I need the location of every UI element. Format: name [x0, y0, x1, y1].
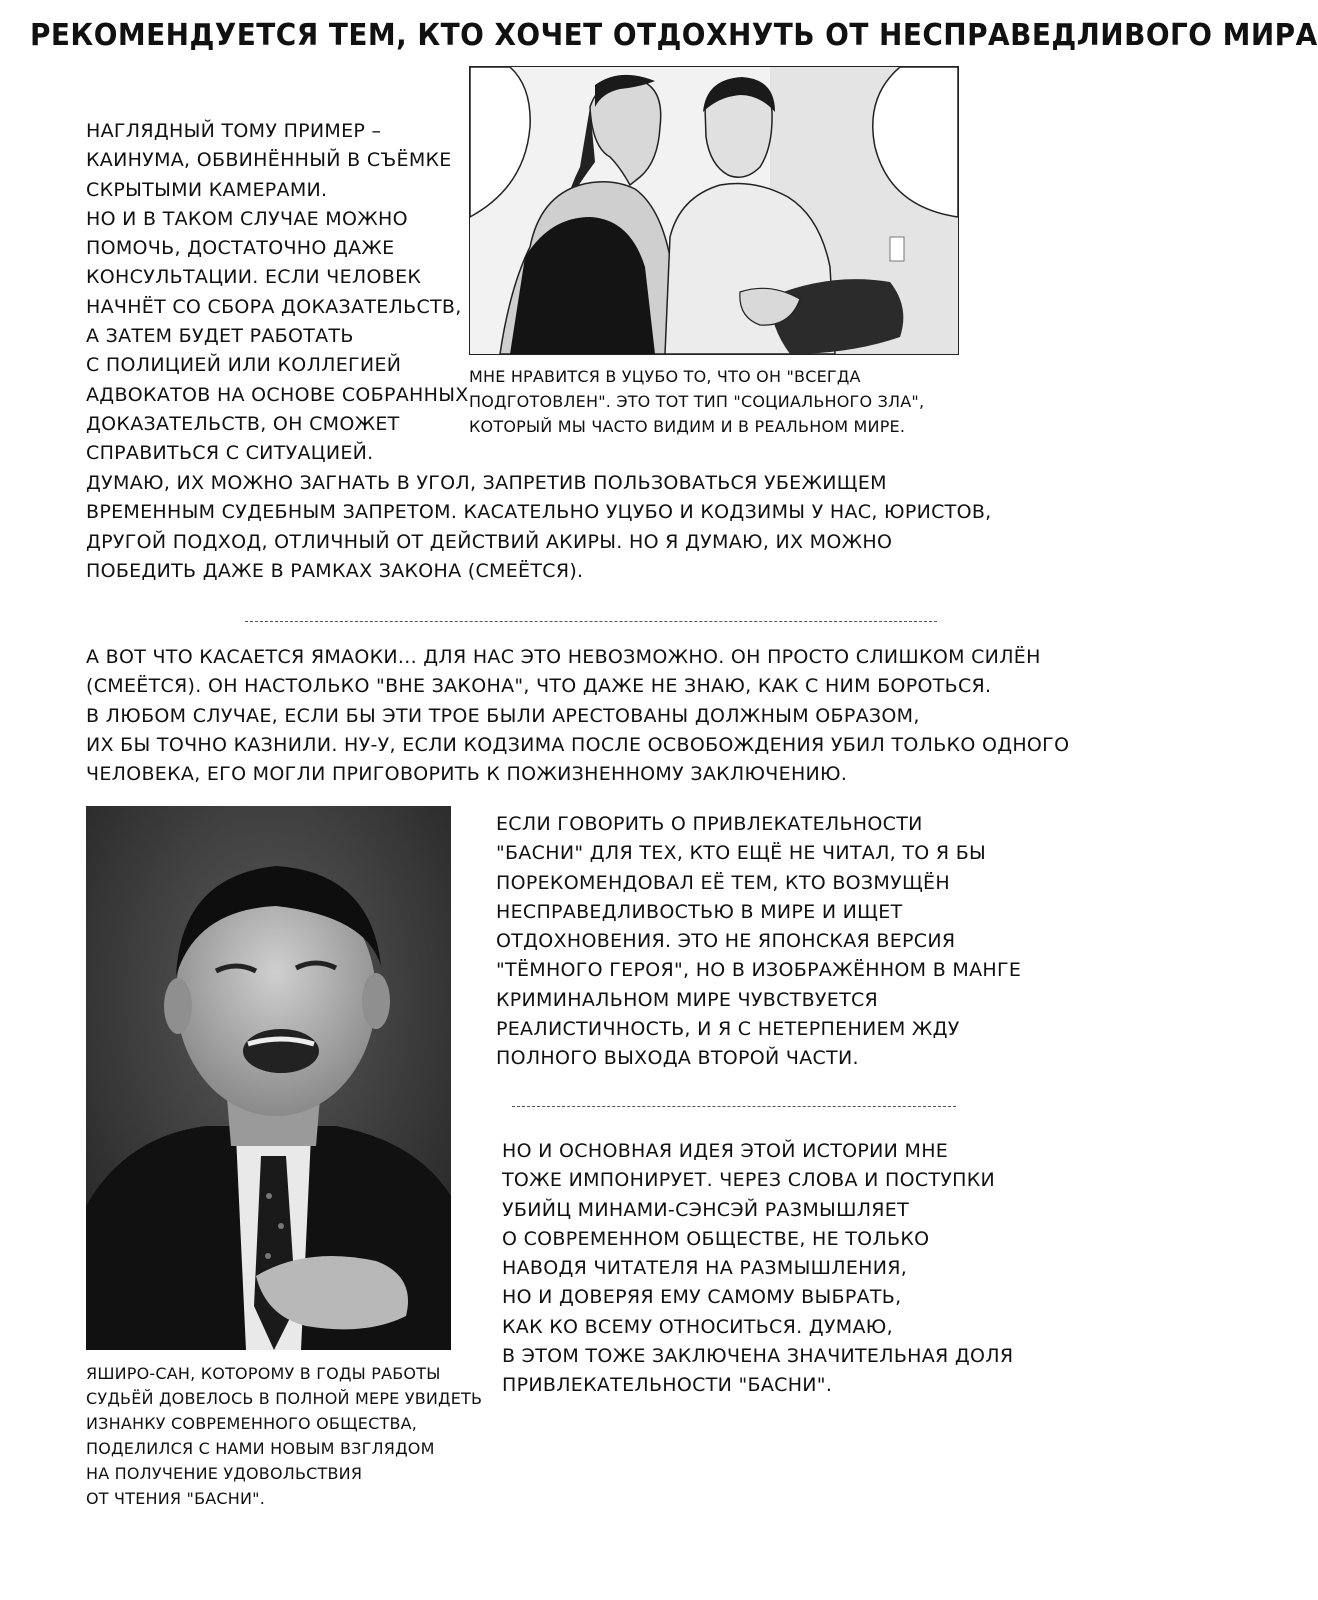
paragraph-line: А ВОТ ЧТО КАСАЕТСЯ ЯМАОКИ... ДЛЯ НАС ЭТО НЕВОЗМОЖНО. ОН ПРОСТО СЛИШКОМ СИЛЁН	[86, 646, 1041, 668]
paragraph-line: ПОБЕДИТЬ ДАЖЕ В РАМКАХ ЗАКОНА (СМЕЁТСЯ).	[86, 559, 584, 582]
caption-line: ИЗНАНКУ СОВРЕМЕННОГО ОБЩЕСТВА,	[86, 1414, 418, 1433]
paragraph-line: ПОРЕКОМЕНДОВАЛ ЕЁ ТЕМ, КТО ВОЗМУЩЁН	[496, 871, 950, 894]
intro-line: НАГЛЯДНЫЙ ТОМУ ПРИМЕР –	[86, 120, 382, 142]
paragraph-line: КРИМИНАЛЬНОМ МИРЕ ЧУВСТВУЕТСЯ	[496, 988, 879, 1011]
paragraph-line: ОТДОХНОВЕНИЯ. ЭТО НЕ ЯПОНСКАЯ ВЕРСИЯ	[496, 930, 956, 953]
intro-line: С ПОЛИЦИЕЙ ИЛИ КОЛЛЕГИЕЙ	[86, 354, 402, 377]
paragraph-line: ЧЕЛОВЕКА, ЕГО МОГЛИ ПРИГОВОРИТЬ К ПОЖИЗНЕННОМУ ЗАКЛЮЧЕНИЮ.	[86, 763, 848, 786]
paragraph-line: РЕАЛИСТИЧНОСТЬ, И Я С НЕТЕРПЕНИЕМ ЖДУ	[496, 1018, 960, 1041]
page-title: РЕКОМЕНДУЕТСЯ ТЕМ, КТО ХОЧЕТ ОТДОХНУТЬ ОТ НЕСПРАВЕДЛИВОГО МИРА	[30, 18, 1318, 53]
caption-line: ПОДГОТОВЛЕН". ЭТО ТОТ ТИП "СОЦИАЛЬНОГО ЗЛА",	[469, 392, 925, 411]
caption-line: НА ПОЛУЧЕНИЕ УДОВОЛЬСТВИЯ	[86, 1464, 363, 1483]
paragraph-line: НО И ДОВЕРЯЯ ЕМУ САМОМУ ВЫБРАТЬ,	[502, 1286, 902, 1309]
manga-illustration	[470, 67, 958, 354]
paragraph-line: НАВОДЯ ЧИТАТЕЛЯ НА РАЗМЫШЛЕНИЯ,	[502, 1257, 908, 1280]
right-paragraph-1	[496, 810, 1021, 1074]
paragraph-line: ДРУГОЙ ПОДХОД, ОТЛИЧНЫЙ ОТ ДЕЙСТВИЙ АКИРЫ. НО Я ДУМАЮ, ИХ МОЖНО	[86, 530, 893, 553]
paragraph-line: ИХ БЫ ТОЧНО КАЗНИЛИ. НУ-У, ЕСЛИ КОДЗИМА ПОСЛЕ ОСВОБОЖДЕНИЯ УБИЛ ТОЛЬКО ОДНОГО	[86, 733, 1070, 756]
paragraph-line: УБИЙЦ МИНАМИ-СЭНСЭЙ РАЗМЫШЛЯЕТ	[502, 1198, 909, 1221]
intro-line: АДВОКАТОВ НА ОСНОВЕ СОБРАННЫХ	[86, 383, 469, 406]
paragraph-line: ВРЕМЕННЫМ СУДЕБНЫМ ЗАПРЕТОМ. КАСАТЕЛЬНО УЦУБО И КОДЗИМЫ У НАС, ЮРИСТОВ,	[86, 501, 992, 524]
manga-caption	[469, 364, 924, 439]
intro-line: КОНСУЛЬТАЦИИ. ЕСЛИ ЧЕЛОВЕК	[86, 266, 422, 289]
paragraph-line: ПРИВЛЕКАТЕЛЬНОСТИ "БАСНИ".	[502, 1374, 833, 1397]
paragraph-line: "БАСНИ" ДЛЯ ТЕХ, КТО ЕЩЁ НЕ ЧИТАЛ, ТО Я БЫ	[496, 842, 987, 865]
intro-line: А ЗАТЕМ БУДЕТ РАБОТАТЬ	[86, 325, 354, 348]
paragraph-line: ПОЛНОГО ВЫХОДА ВТОРОЙ ЧАСТИ.	[496, 1047, 859, 1070]
intro-text	[86, 117, 469, 469]
paragraph-line: ТОЖЕ ИМПОНИРУЕТ. ЧЕРЕЗ СЛОВА И ПОСТУПКИ	[502, 1169, 996, 1192]
manga-panel-image	[469, 66, 959, 355]
caption-line: ОТ ЧТЕНИЯ "БАСНИ".	[86, 1489, 266, 1508]
paragraph-line: (СМЕЁТСЯ). ОН НАСТОЛЬКО "ВНЕ ЗАКОНА", ЧТО ДАЖЕ НЕ ЗНАЮ, КАК С НИМ БОРОТЬСЯ.	[86, 675, 992, 698]
paragraph-line: НЕСПРАВЕДЛИВОСТЬЮ В МИРЕ И ИЩЕТ	[496, 900, 903, 923]
paragraph-line: ЕСЛИ ГОВОРИТЬ О ПРИВЛЕКАТЕЛЬНОСТИ	[496, 813, 923, 835]
paragraph-line: О СОВРЕМЕННОМ ОБЩЕСТВЕ, НЕ ТОЛЬКО	[502, 1227, 930, 1250]
intro-line: КАИНУМА, ОБВИНЁННЫЙ В СЪЁМКЕ	[86, 149, 452, 172]
caption-line: ЯШИРО-САН, КОТОРОМУ В ГОДЫ РАБОТЫ	[86, 1364, 441, 1383]
portrait-photo	[86, 806, 451, 1350]
right-paragraph-2	[502, 1137, 1013, 1401]
paragraph-line: ДУМАЮ, ИХ МОЖНО ЗАГНАТЬ В УГОЛ, ЗАПРЕТИВ ПОЛЬЗОВАТЬСЯ УБЕЖИЩЕМ	[86, 472, 887, 494]
intro-line: НАЧНЁТ СО СБОРА ДОКАЗАТЕЛЬСТВ,	[86, 295, 462, 318]
portrait-illustration	[86, 806, 451, 1350]
photo-caption	[86, 1361, 482, 1511]
intro-line: СПРАВИТЬСЯ С СИТУАЦИЕЙ.	[86, 442, 374, 465]
paragraph-line: "ТЁМНОГО ГЕРОЯ", НО В ИЗОБРАЖЁННОМ В МАНГЕ	[496, 959, 1022, 982]
paragraph-line: НО И ОСНОВНАЯ ИДЕЯ ЭТОЙ ИСТОРИИ МНЕ	[502, 1140, 949, 1162]
intro-line: ПОМОЧЬ, ДОСТАТОЧНО ДАЖЕ	[86, 237, 395, 260]
paragraph-line: В ЛЮБОМ СЛУЧАЕ, ЕСЛИ БЫ ЭТИ ТРОЕ БЫЛИ АРЕСТОВАНЫ ДОЛЖНЫМ ОБРАЗОМ,	[86, 704, 920, 727]
caption-line: КОТОРЫЙ МЫ ЧАСТО ВИДИМ И В РЕАЛЬНОМ МИРЕ.	[469, 417, 906, 436]
intro-line: ДОКАЗАТЕЛЬСТВ, ОН СМОЖЕТ	[86, 412, 400, 435]
intro-line: СКРЫТЫМИ КАМЕРАМИ.	[86, 178, 328, 201]
intro-line: НО И В ТАКОМ СЛУЧАЕ МОЖНО	[86, 207, 408, 230]
caption-line: ПОДЕЛИЛСЯ С НАМИ НОВЫМ ВЗГЛЯДОМ	[86, 1439, 435, 1458]
wide-paragraph-2	[86, 643, 1069, 789]
paragraph-line: В ЭТОМ ТОЖЕ ЗАКЛЮЧЕНА ЗНАЧИТЕЛЬНАЯ ДОЛЯ	[502, 1345, 1014, 1368]
caption-line: МНЕ НРАВИТСЯ В УЦУБО ТО, ЧТО ОН "ВСЕГДА	[469, 367, 861, 386]
paragraph-line: КАК КО ВСЕМУ ОТНОСИТЬСЯ. ДУМАЮ,	[502, 1315, 893, 1338]
wide-paragraph-1	[86, 469, 992, 586]
caption-line: СУДЬЁЙ ДОВЕЛОСЬ В ПОЛНОЙ МЕРЕ УВИДЕТЬ	[86, 1389, 483, 1408]
dashed-divider	[512, 1106, 956, 1107]
dashed-divider	[245, 621, 937, 622]
